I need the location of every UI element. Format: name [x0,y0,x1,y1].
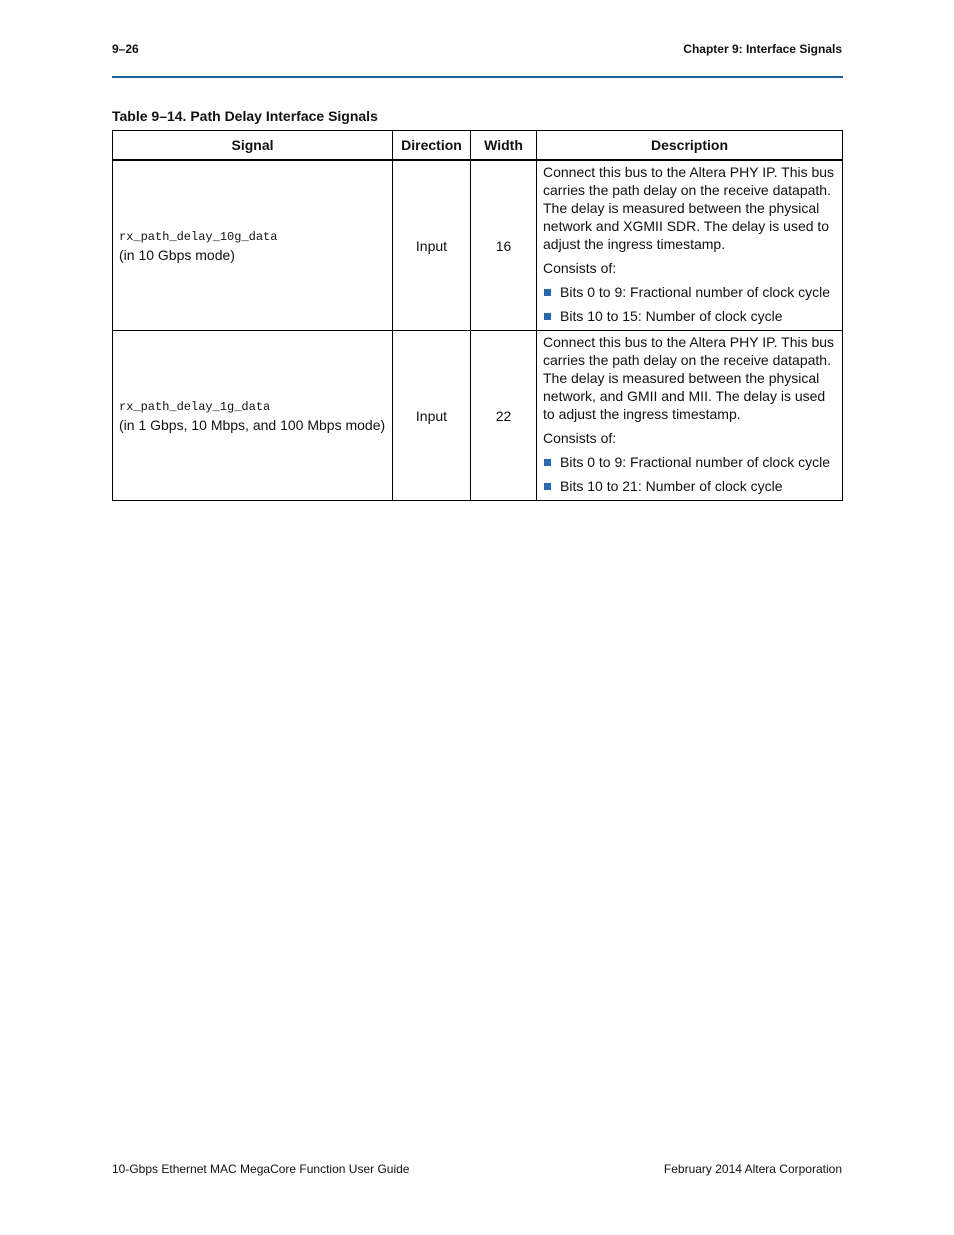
signal-cell [113,331,393,501]
table-caption: Table 9–14. Path Delay Interface Signals [112,108,378,124]
description-text: Connect this bus to the Altera PHY IP. This bus carries the path delay on the receive datapath. The delay is measured between the physical network, and GMII and MII. The delay is used to adjust the ingress timestamp. [543,334,835,422]
signals-table [112,130,843,501]
chapter-title: Chapter 9: Interface Signals [683,42,842,56]
page-header [112,42,842,60]
signal-note: (in 10 Gbps mode) [119,246,235,263]
list-item: Bits 10 to 15: Number of clock cycle [543,307,836,325]
page-number: 9–26 [112,42,139,56]
column-header-signal: Signal [113,131,393,161]
direction-cell: Input [393,160,471,331]
bit-list [543,453,836,495]
description-cell [537,331,843,501]
date-company: February 2014 Altera Corporation [663,1162,842,1176]
width-cell: 22 [471,331,537,501]
square-bullet-icon [544,313,551,320]
column-header-width: Width [471,131,537,161]
signal-cell [113,160,393,331]
description-text: Connect this bus to the Altera PHY IP. This bus carries the path delay on the receive datapath. The delay is measured between the physical network and XGMII SDR. The delay is used to adjust the ingress timestamp. [543,164,835,252]
table-header-row [113,131,843,161]
consists-label: Consists of: [543,430,617,446]
direction-cell: Input [393,331,471,501]
table-row [113,331,843,501]
header-rule [112,76,843,78]
page-footer [112,1162,842,1178]
description-cell [537,160,843,331]
guide-title: 10-Gbps Ethernet MAC MegaCore Function User Guide [112,1162,410,1176]
signal-name: rx_path_delay_10g_data [119,229,278,244]
signal-note: (in 1 Gbps, 10 Mbps, and 100 Mbps mode) [119,416,386,433]
square-bullet-icon [544,289,551,296]
bit-list [543,283,836,325]
width-cell: 16 [471,160,537,331]
table-row [113,160,843,331]
column-header-description: Description [537,131,843,161]
list-item: Bits 0 to 9: Fractional number of clock cycle [543,453,836,471]
square-bullet-icon [544,459,551,466]
list-item: Bits 10 to 21: Number of clock cycle [543,477,836,495]
list-item: Bits 0 to 9: Fractional number of clock cycle [543,283,836,301]
consists-label: Consists of: [543,260,617,276]
signal-name: rx_path_delay_1g_data [119,399,271,414]
column-header-direction: Direction [393,131,471,161]
square-bullet-icon [544,483,551,490]
